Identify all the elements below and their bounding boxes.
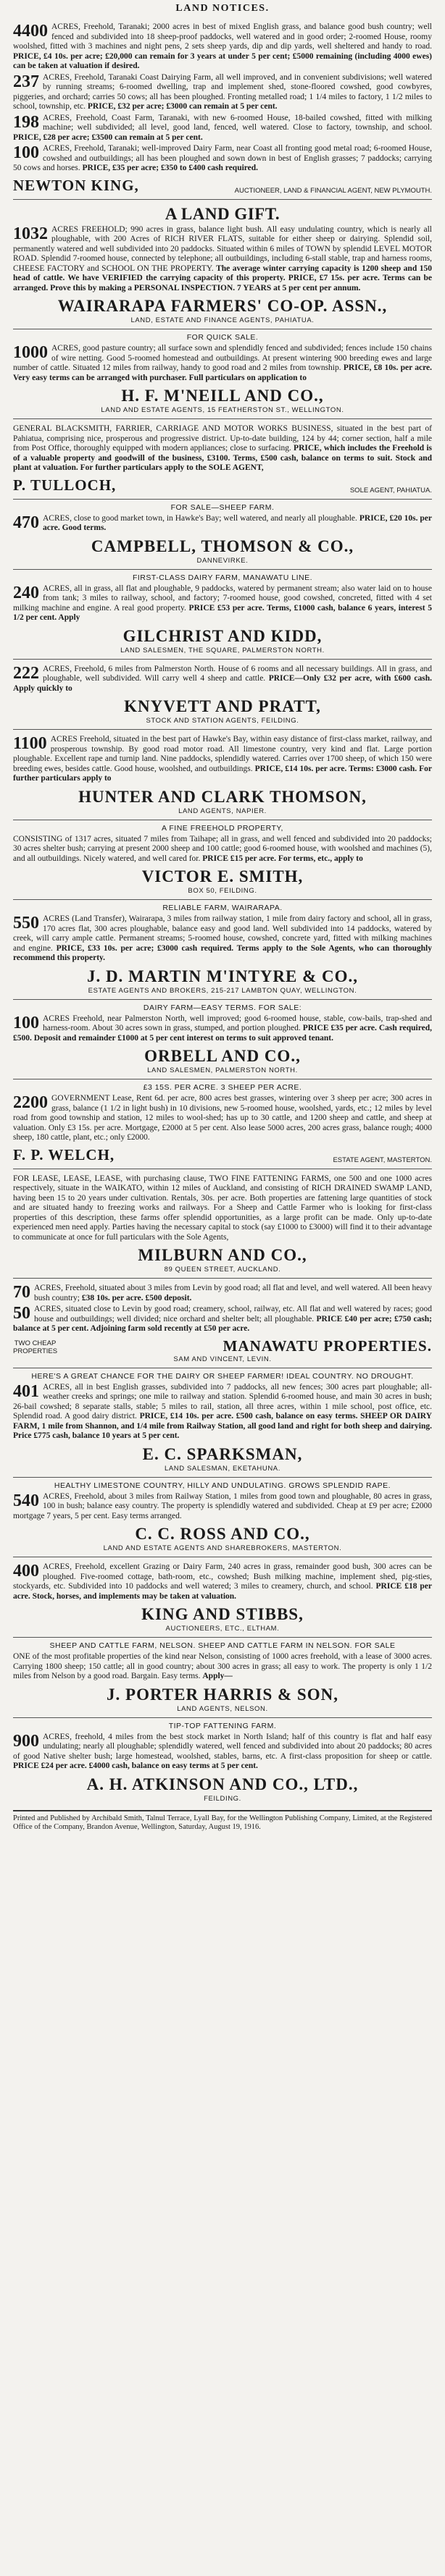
land-notice (13, 1278, 432, 1368)
listing-price: Apply— (202, 1672, 233, 1680)
acreage-figure: 540 (13, 1491, 39, 1510)
notice-kicker: RELIABLE FARM, WAIRARAPA. (162, 904, 283, 912)
advertiser-address: AUCTIONEERS, ETC., ELTHAM. (165, 1625, 280, 1633)
advertiser-name: E. C. SPARKSMAN, (142, 1444, 303, 1463)
acreage-figure: 470 (13, 513, 39, 532)
advertiser-name: C. C. ROSS AND CO., (135, 1525, 310, 1543)
property-listing (13, 584, 432, 623)
advertiser-name: KNYVETT AND PRATT, (124, 697, 321, 715)
land-notice (13, 659, 432, 730)
land-notice (13, 569, 432, 659)
acreage-figure: 222 (13, 663, 39, 683)
listing-price: PRICE, £4 10s. per acre; £20,000 can remain for 3 years at under 5 per cent; £5000 remaining (including 4000 ewes) can be taken at valuation if desired. (13, 51, 432, 70)
property-listing (13, 665, 432, 694)
advertiser-address: ESTATE AGENTS AND BROKERS, 215-217 LAMBTON QUAY, WELLINGTON. (88, 986, 357, 995)
land-notice (13, 418, 432, 499)
listing-price: PRICE £35 per acre. Cash required, £500. Deposit and remainder £1000 at 5 per cent interest on terms to suit approved tenant. (13, 1024, 432, 1043)
property-listing (13, 424, 432, 473)
advertiser-name: A. H. ATKINSON AND CO., LTD., (86, 1775, 359, 1793)
listing-text: CONSISTING of 1317 acres, situated 7 miles from Taihape; all in grass, and well fenced and subdivided into 20 paddocks; 30 acres shelter bush; carrying at present 2000 sheep and 100 cattle; good 6-roomed house, with woolshed and machines (5), and all outbuildings. Nicely watered, and well cared for. (13, 834, 432, 863)
listing-text: ACRES, situated close to Levin by good road; creamery, school, railway, etc. All flat and well watered by races; good house and outbuildings; well divided; nice orchard and shelter belt; all ploughable. (34, 1305, 432, 1323)
advertiser-row (13, 177, 432, 195)
advertiser-name: F. P. WELCH, (13, 1145, 115, 1163)
listing-price: PRICE, £14 10s. per acre. £500 cash, balance on easy terms. SHEEP OR DAIRY FARM, 1 mile from Shannon, and 1/4 mile from Railway Station, all good land and right for both sheep and dairying. Price £775 cash, balance 10 years at 5 per cent. (13, 1412, 432, 1440)
acreage-figure: 1000 (13, 343, 48, 362)
listing-price: PRICE—Only £32 per acre, with £600 cash. Apply quickly to (13, 674, 432, 693)
advertiser-address: LAND SALESMEN, PALMERSTON NORTH. (147, 1066, 298, 1074)
advertiser-row (13, 1146, 432, 1164)
acreage-figure: 1100 (13, 734, 47, 753)
listing-price: PRICE £24 per acre. £4000 cash, balance on easy terms at 5 per cent. (13, 1761, 258, 1770)
listing-text: ACRES, Freehold, Taranaki; well-improved Dairy Farm, near Coast all fronting good metal road; 6-roomed House, cowshed and outbuildings; all has been ploughed and sown down in best of English grasses; 7 paddocks; carrying 50 cows and horses. (13, 144, 432, 172)
advertiser-name: CAMPBELL, THOMSON & CO., (91, 536, 354, 555)
listing-text: ACRES, Freehold, excellent Grazing or Dairy Farm, 240 acres in grass, remainder good bush, 300 acres can be ploughed. Five-roomed cottage, bath-room, etc., cowshed; Bush milking machine, implement shed, pig-sties, stockyards, etc. Subdivided into 10 paddocks and well watered; 3 miles to creamery, church, and school. (13, 1562, 432, 1591)
notice-kicker: FOR QUICK SALE. (186, 333, 259, 342)
property-listing (13, 1383, 432, 1441)
advertiser-address: LAND AND ESTATE AGENTS AND SHAREBROKERS, MASTERTON. (103, 1544, 342, 1552)
advertiser-name: KING AND STIBBS, (141, 1605, 304, 1623)
property-listing (13, 1174, 432, 1243)
advertiser-address: LAND AGENTS, NAPIER. (178, 807, 267, 815)
notice-kicker: £3 15S. PER ACRE. 3 SHEEP PER ACRE. (143, 1083, 302, 1092)
advertiser-name: H. F. M'NEILL AND CO., (121, 387, 324, 405)
notice-kicker: HERE'S A GREAT CHANCE FOR THE DAIRY OR SHEEP FARMER! IDEAL COUNTRY. NO DROUGHT. (31, 1371, 414, 1381)
advertiser-name: J. PORTER HARRIS & SON, (107, 1685, 338, 1704)
page-title: LAND NOTICES. (175, 3, 270, 14)
listing-text: ACRES Freehold, situated in the best part of Hawke's Bay, within easy distance of first-class market, railway, and prosperous township. By good road motor road. All limestone country, very kind and flat. Large portion ploughable. Excellent rape and turnip land. Nine paddocks, splendidly watered. Carries over 1700 sheep, of which 150 were breeding ewes, besides cattle. Good house, woolshed, and outbuildings. (13, 735, 432, 773)
listing-text: GOVERNMENT Lease, Rent 6d. per acre, 800 acres best grasses, wintering over 3 sheep per acre; 300 acres in grass, balance (1 1/2 in light bush) in 10 divisions, new 5-roomed house, woolshed, yards, etc.; 12 miles by level road from good township and station, 12 miles to wool-shed; has up to 30 cattle, and 1200 sheep and cattle, and sheep at valuation. Only £3 15s. per acre. Mortgage, £2000 at 5 per cent. Also lease 5000 acres, 200 acres grass, balance rough; 4000 sheep, 180 cattle, plant, etc.; only £2000. (13, 1094, 432, 1142)
property-listing (13, 114, 432, 143)
advertiser-note: ESTATE AGENT, MASTERTON. (333, 1156, 432, 1164)
listing-text: ACRES, Freehold, Taranaki; 2000 acres in best of mixed English grass, and balance good bush country; well fenced and subdivided into 18 sheep-proof paddocks, well watered and in good order; 2-roomed House, roomy woolshed, fitted with 3 machines and night pens, 2 sets sheep yards, dip and dip yards, well sheltered and handy to road. (13, 22, 432, 51)
listing-text: ACRES, Freehold, Taranaki Coast Dairying Farm, all well improved, and in convenient subdivisions; well watered by running streams; 6-roomed dwelling, trap and implement shed, stone-floored cowshed, good cowbyres, piggeries, and orchard; carries 50 cows; all has been ploughed. Fronting metalled road; 1 1/4 miles to factory, 1 1/2 miles to school, township, etc. (13, 72, 432, 111)
acreage-figure: 550 (13, 914, 39, 933)
acreage-figure: 1032 (13, 224, 48, 243)
land-notice (13, 899, 432, 999)
notice-kicker: A FINE FREEHOLD PROPERTY, (162, 823, 283, 833)
land-notice (13, 17, 432, 199)
property-listing (13, 1305, 432, 1334)
land-notice (13, 729, 432, 820)
listing-text: ACRES FREEHOLD; 990 acres in grass, balance light bush. All easy undulating country, which is nearly all ploughable, with 200 Acres of RICH RIVER FLATS, suitable for either sheep or dairying. Splendid soil, permanently watered and well subdivided into 20 paddocks. Situated within 6 miles of TOWN by splendid LEVEL MOTOR ROAD. Splendid 7-roomed house, connected by telephone; all outbuildings, including 6-stall stable, trap and harness rooms, CHEESE FACTORY and SCHOOL ON THE PROPERTY. (13, 224, 432, 273)
advertiser-row (13, 1337, 432, 1355)
advertiser-name: J. D. MARTIN M'INTYRE & CO., (86, 967, 359, 985)
advertiser-name: NEWTON KING, (13, 176, 139, 194)
advertiser-name: WAIRARAPA FARMERS' CO-OP. ASSN., (57, 297, 388, 315)
advertiser-address: FEILDING. (204, 1794, 241, 1803)
property-listing (13, 22, 432, 72)
listing-price: PRICE, which includes the Freehold is of a valuable property and goodwill of the business, £3100. Terms, £500 cash, balance on terms to suit. Stock and plant at valuation. For further particulars apply to the SOLE AGENT, (13, 444, 432, 472)
acreage-figure: 100 (13, 143, 39, 162)
acreage-figure: 100 (13, 1013, 39, 1032)
property-listing (13, 835, 432, 864)
property-listing (13, 735, 432, 784)
acreage-figure: 4400 (13, 22, 48, 41)
land-notice (13, 1079, 432, 1169)
property-listing (13, 1733, 432, 1772)
listing-text: ACRES, Freehold, about 3 miles from Railway Station, 1 miles from good town and ploughable, 80 acres in grass, 100 in bush; balance easy country. The property is splendidly watered and subdivided. Cheap at £9 per acre; £2000 mortgage 7 years, 5 per cent. Easy terms arranged. (13, 1491, 432, 1520)
advertiser-name: ORBELL AND CO., (144, 1047, 301, 1065)
listing-price: PRICE £40 per acre; £750 cash; balance at 5 per cent. Adjoining farm sold recently at £50 per acre. (13, 1314, 432, 1333)
advertiser-address: LAND, ESTATE AND FINANCE AGENTS, PAHIATUA. (130, 316, 315, 324)
land-notice (13, 820, 432, 900)
advertiser-name: MANAWATU PROPERTIES. (222, 1337, 432, 1355)
listing-text: ACRES, Freehold, 6 miles from Palmerston North. House of 6 rooms and all necessary buildings. All in grass, and ploughable, well subdivided. Will carry well 4 sheep and cattle. (43, 664, 432, 683)
listing-price: PRICE, £33 10s. per acre; £3000 cash required. Terms apply to the Sole Agents, who can thoroughly recommend this property. (13, 943, 432, 962)
acreage-figure: 198 (13, 112, 39, 132)
notice-kicker: FOR SALE—SHEEP FARM. (170, 502, 275, 512)
listing-text: ACRES, good pasture country; all surface sown and splendidly fenced and subdivided; fences include 150 chains of wire netting. Good 5-roomed homestead and outbuildings. At present wintering 900 breeding ewes and large number of cattle. Situated 12 miles from railway, handy to good road and 2 miles from township. (13, 344, 432, 372)
acreage-figure: 70 (13, 1283, 30, 1302)
advertiser-name: P. TULLOCH, (13, 476, 117, 494)
advertiser-address: LAND SALESMAN, EKETAHUNA. (164, 1464, 280, 1473)
advertiser-note: AUCTIONEER, LAND & FINANCIAL AGENT, NEW PLYMOUTH. (234, 186, 432, 195)
listing-text: ACRES Freehold, near Palmerston North, well improved; good 6-roomed house, stable, cow-bails, trap-shed and harness-room. About 30 acres sown in grass, stumped, and portion ploughed. (43, 1014, 432, 1032)
property-listing (13, 914, 432, 964)
acreage-figure: 50 (13, 1304, 30, 1323)
listing-text: ACRES, all in best English grasses, subdivided into 7 paddocks, all new fences; 300 acres part ploughable; all-weather creeks and springs; one mile to railway and station. Splendid 6-roomed house, and main 30 acres in bush; 26-bail cowshed; 8 separate stalls, stable; 5 miles to rail, station, all three acres, within 1 mile school, post office, etc. Splendid road. A good dairy district. (13, 1382, 432, 1420)
listing-text: ONE of the most profitable properties of the kind near Nelson, consisting of 1000 acres freehold, with a lease of 3000 acres. Carrying 1800 sheep; 150 cattle; all in good country; about 300 acres in grass; all easy to work. The property is only 1 1/2 miles from Nelson by a good road. Bargain. Easy terms. (13, 1652, 432, 1680)
listing-text: GENERAL BLACKSMITH, FARRIER, CARRIAGE AND MOTOR WORKS BUSINESS, situated in the best part of Pahiatua, comprising nice, prosperous and progressive district. Up-to-date building, 124 by 44; corner section, half a mile from Post Office, thoroughly equipped with modern appliances; close to surfacing. (13, 424, 432, 453)
advertiser-address: LAND AND ESTATE AGENTS, 15 FEATHERSTON ST., WELLINGTON. (101, 406, 344, 414)
listing-price: PRICE, £35 per acre; £350 to £400 cash required. (82, 164, 259, 172)
notice-kicker: DAIRY FARM—EASY TERMS. FOR SALE: (143, 1003, 302, 1012)
advertiser-name: MILBURN AND CO., (138, 1246, 307, 1264)
property-listing (13, 514, 432, 534)
land-notice (13, 1717, 432, 1807)
printer-imprint: Printed and Published by Archibald Smith, Talnul Terrace, Lyall Bay, for the Wellington Publishing Company, Limited, at the Registered Office of the Company, Brandon Avenue, Wellington, Saturday, August 19, 1916. (13, 1810, 432, 1832)
advertiser-address: SAM AND VINCENT, LEVIN. (173, 1355, 272, 1363)
listing-text: ACRES, all in grass, all flat and ploughable, 9 paddocks, watered by permanent stream; also water laid on to house from tank; 3 miles to railway, school, and factory; 7-roomed house, good cowshed, concreted, fitted with 4 set milking machine and engine. A real good property. (13, 584, 432, 613)
acreage-figure: 401 (13, 1381, 39, 1401)
land-notice (13, 999, 432, 1079)
listing-text: FOR LEASE, LEASE, LEASE, with purchasing clause, TWO FINE FATTENING FARMS, one 500 and one 1000 acres respectively, situate in the WAIKATO, within 12 miles of Auckland, and consisting of RICH DRAINED SWAMP LAND, having been 15 to 20 years under cultivation. Rentals, 30s. per acre. Both properties are fattening large quantities of stock and are situated handy to freezing works and railways. For a Sheep and Cattle Farmer who is looking for first-class properties of this description, these farms offer splendid opportunities, as a large profit can be made. Only up-to-date experienced men need apply. Parties having the necessary capital to stock (say £1000 to £3000) will find it to their advantage to communicate at once for full particulars with the Sole Agents, (13, 1174, 432, 1242)
advertiser-name: GILCHRIST AND KIDD, (122, 626, 323, 645)
notice-kicker: HEALTHY LIMESTONE COUNTRY, HILLY AND UNDULATING. GROWS SPLENDID RAPE. (54, 1481, 391, 1490)
advertiser-address: 89 QUEEN STREET, AUCKLAND. (164, 1266, 281, 1274)
acreage-figure: 2200 (13, 1093, 48, 1112)
listing-text: ACRES, close to good market town, in Hawke's Bay; well watered, and nearly all ploughable. (43, 513, 357, 523)
property-listing (13, 1652, 432, 1682)
listing-text: ACRES, Freehold, situated about 3 miles from Levin by good road; all flat and level, and well watered. All been heavy bush country; (34, 1284, 432, 1302)
listing-price: PRICE £53 per acre. Terms, £1000 cash, balance 6 years, interest 5 1/2 per cent. Apply (13, 603, 432, 622)
advertiser-address: LAND AGENTS, NELSON. (177, 1704, 268, 1713)
listing-price: PRICE, £8 10s. per acre. Very easy terms can be arranged with purchaser. Full particulars on application to (13, 363, 432, 382)
land-notice (13, 1557, 432, 1637)
advertiser-name: VICTOR E. SMITH, (141, 867, 304, 885)
property-listing (13, 144, 432, 174)
advertiser-address: LAND SALESMEN, THE SQUARE, PALMERSTON NORTH. (120, 646, 325, 654)
property-listing (13, 1562, 432, 1601)
property-listing (13, 1284, 432, 1303)
land-notices-list (13, 17, 432, 1807)
listing-price: PRICE £15 per acre. For terms, etc., apply to (202, 854, 363, 863)
property-listing (13, 73, 432, 112)
land-notice (13, 329, 432, 418)
land-notice (13, 1637, 432, 1717)
land-notice (13, 499, 432, 569)
advertiser-row (13, 476, 432, 494)
property-listing (13, 225, 432, 294)
listing-price: PRICE, £32 per acre; £3000 can remain at 5 per cent. (87, 102, 278, 111)
advertiser-address: BOX 50, FEILDING. (188, 887, 257, 895)
land-notice (13, 199, 432, 329)
land-notice (13, 1368, 432, 1477)
acreage-figure: 400 (13, 1562, 39, 1580)
listing-price: PRICE, £14 10s. per acre. Terms: £3000 cash. For further particulars apply to (13, 764, 432, 783)
notice-kicker: TIP-TOP FATTENING FARM. (168, 1721, 277, 1730)
listing-price: The average winter carrying capacity is 1200 sheep and 150 head of cattle. We have VERIFIED the carrying capacity of this property. PRICE, £7 15s. per acre. Terms can be arranged. Prove this by making a PERSONAL INSPECTION. 7 YEARS at 5 per cent per annum. (13, 264, 432, 292)
advertiser-name: HUNTER AND CLARK THOMSON, (78, 787, 367, 806)
property-listing (13, 344, 432, 383)
listing-text: ACRES, Freehold, Coast Farm, Taranaki, with new 6-roomed House, 18-bailed cowshed, fitted with milking machine; well subdivided; all level, good land, fenced, well watered. Close to factory, township, and school. (43, 113, 432, 132)
listing-price: PRICE, £20 10s. per acre. Good terms. (43, 513, 432, 532)
property-listing (13, 1094, 432, 1143)
advertiser-note: TWO CHEAP PROPERTIES (13, 1339, 58, 1355)
listing-price: PRICE, £28 per acre; £3500 can remain at 5 per cent. (13, 132, 203, 142)
notice-kicker: SHEEP AND CATTLE FARM, NELSON. SHEEP AND CATTLE FARM IN NELSON. FOR SALE (49, 1641, 396, 1650)
listing-price: PRICE £18 per acre. Stock, horses, and implements may be taken at valuation. (13, 1582, 432, 1601)
advertiser-address: DANNEVIRKE. (196, 556, 249, 565)
acreage-figure: 237 (13, 72, 39, 91)
listing-price: £38 10s. per acre. £500 deposit. (81, 1293, 192, 1302)
notice-kicker: FIRST-CLASS DAIRY FARM, MANAWATU LINE. (132, 573, 313, 582)
land-notice (13, 1477, 432, 1557)
advertiser-address: STOCK AND STATION AGENTS, FEILDING. (146, 717, 299, 725)
land-notice (13, 1169, 432, 1279)
listing-text: ACRES, freehold, 4 miles from the best stock market in North Island; half of this country is flat and half easy undulating; nearly all ploughable; splendidly watered, well fenced and subdivided into about 20 paddocks; 80 acres of good Native shelter bush; large homestead, woolshed, stables, barns, etc. A first-class proposition for sheep or cattle. (13, 1732, 432, 1761)
notice-headline: A LAND GIFT. (165, 204, 280, 223)
acreage-figure: 900 (13, 1731, 39, 1751)
listing-text: ACRES (Land Transfer), Wairarapa, 3 miles from railway station, 1 mile from dairy factory and school, all in grass, 170 acres flat, 300 acres ploughable, balance easy and good land. Well subdivided into 14 paddocks, watered by creek, will carry ample cattle. Permanent streams; 5-roomed house, cowshed, concrete yard, fitted with milking machines and engine. (13, 914, 432, 953)
acreage-figure: 240 (13, 583, 39, 602)
advertiser-note: SOLE AGENT, PAHIATUA. (349, 486, 432, 494)
property-listing (13, 1014, 432, 1044)
property-listing (13, 1492, 432, 1522)
